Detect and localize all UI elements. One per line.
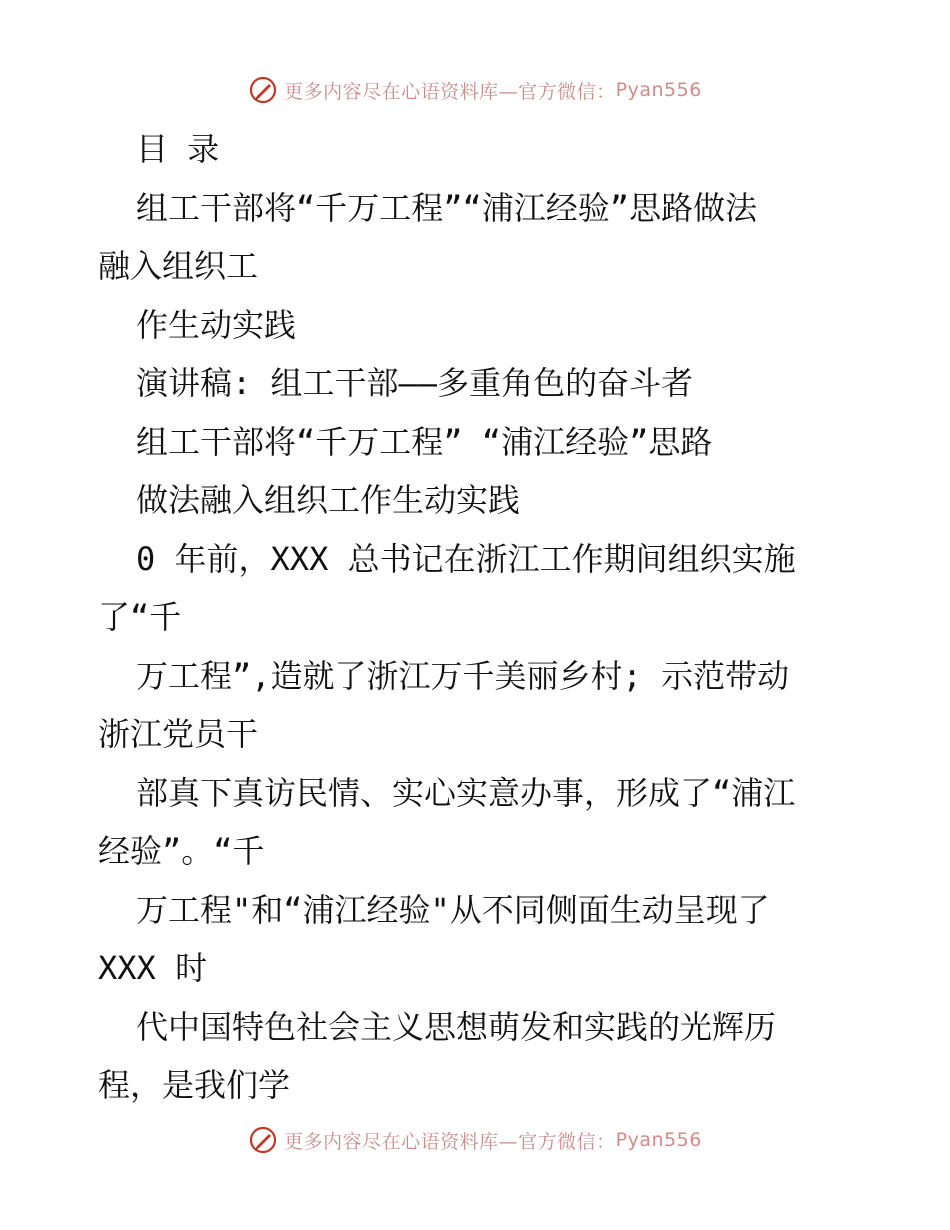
watermark-text: 更多内容尽在心语资料库—官方微信： [284,1130,616,1153]
pen-logo-icon [248,1125,278,1155]
text-line: 目 录 [136,130,220,168]
watermark-text: 更多内容尽在心语资料库—官方微信： [284,80,616,103]
document-body [98,120,878,1115]
footer-watermark [0,1120,950,1160]
pen-logo-icon [248,75,278,105]
text-line: 组工干部将“千万工程” “浦江经验”思路 [136,422,713,461]
watermark-wechat-id: Pyan556 [615,1129,702,1151]
text-line: 了“千 [98,598,182,636]
text-line: 作生动实践 [136,305,297,344]
text-line: XXX 时 [98,949,208,987]
text-line: 程，是我们学 [98,1066,291,1104]
text-line: 浙江党员干 [98,715,259,753]
text-line: 部真下真访民情、实心实意办事，形成了“浦江 [136,773,796,812]
text-line: 做法融入组织工作生动实践 [136,481,521,519]
text-line: 组工干部将“千万工程”“浦江经验”思路做法 [136,188,758,227]
header-watermark [0,70,950,110]
text-line: 万工程”,造就了浙江万千美丽乡村; 示范带动 [136,656,790,695]
text-line: 融入组织工 [98,247,259,285]
text-line: 经验”。“千 [98,832,265,870]
text-line: 演讲稿: 组工干部——多重角色的奋斗者 [136,364,694,402]
watermark-wechat-id: Pyan556 [615,79,702,101]
text-line: 万工程"和“浦江经验"从不同侧面生动呈现了 [136,890,770,929]
text-line: 代中国特色社会主义思想萌发和实践的光辉历 [136,1007,777,1046]
text-line: 0 年前，XXX 总书记在浙江工作期间组织实施 [136,539,796,578]
